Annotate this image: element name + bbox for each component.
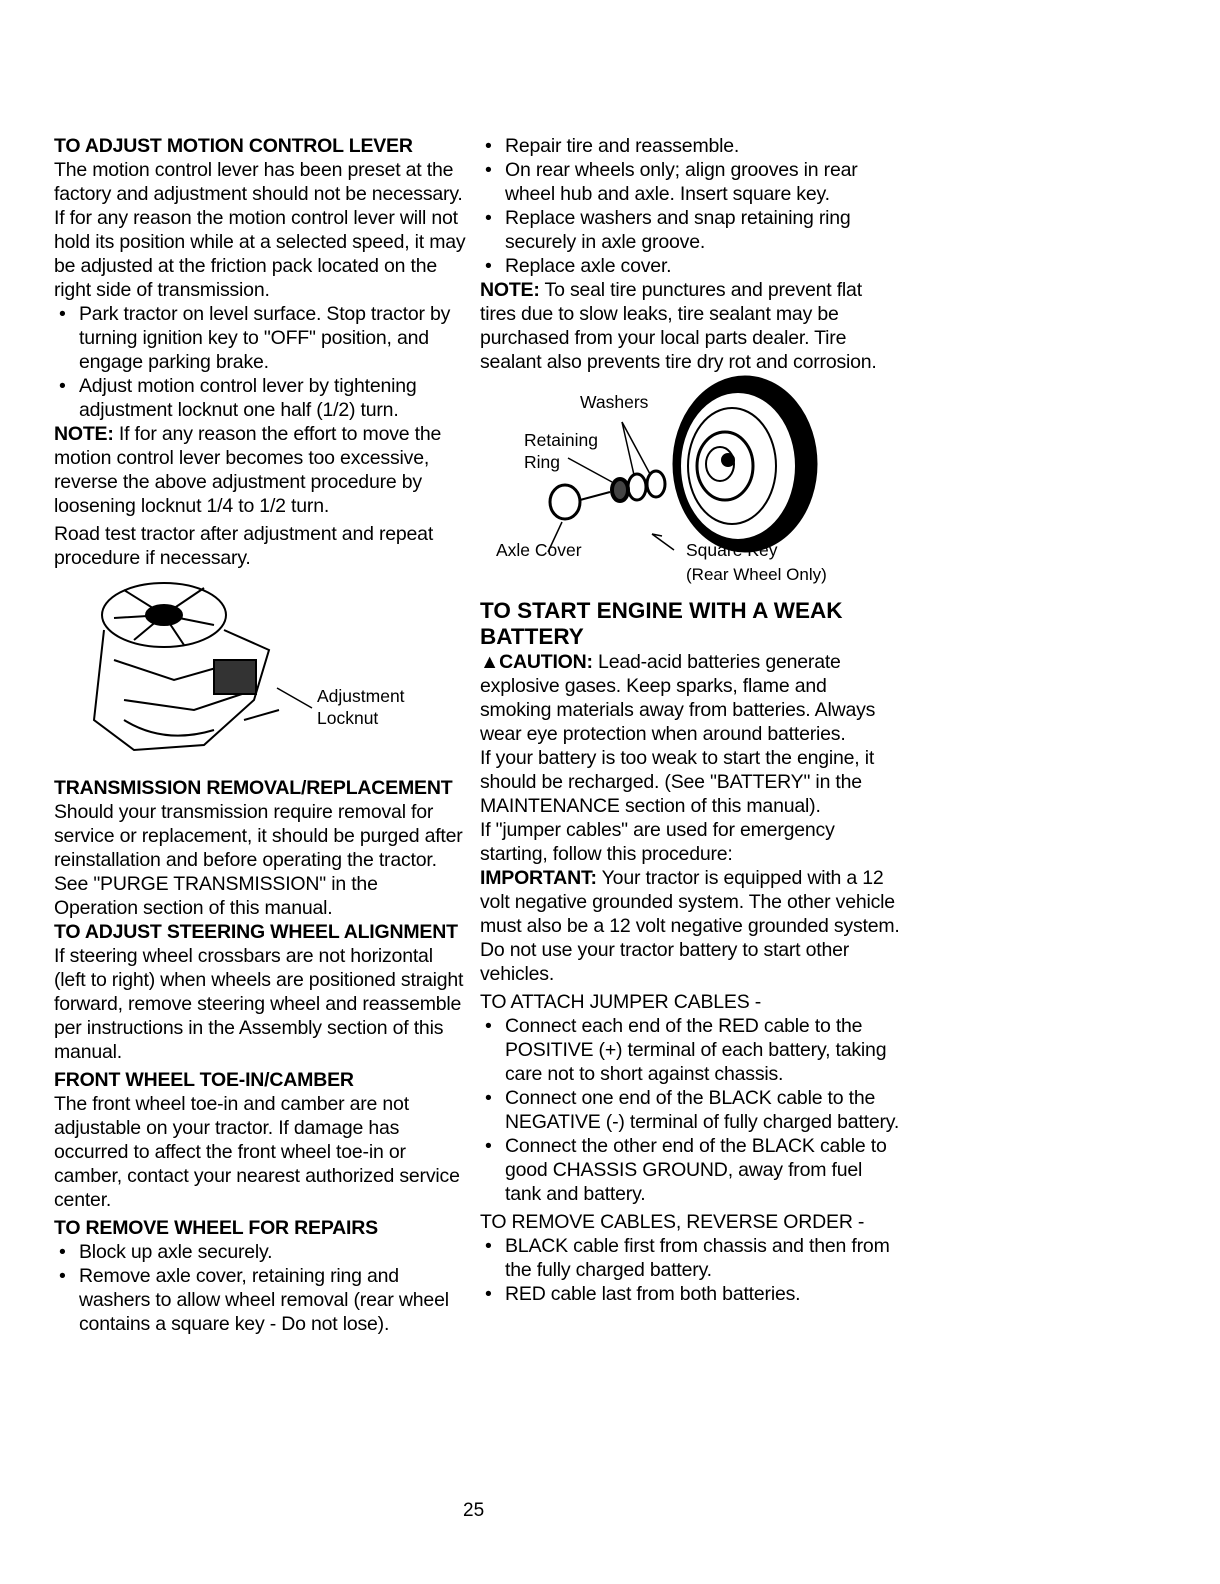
- leader-line: [262, 680, 322, 720]
- list-item: • Repair tire and reassemble.: [480, 134, 900, 158]
- list-item: • Block up axle securely.: [54, 1240, 466, 1264]
- wheel-figure: [480, 374, 900, 592]
- motion-control-intro: The motion control lever has been preset at the factory and adjustment should not be necessary.: [54, 159, 463, 205]
- motion-control-heading: TO ADJUST MOTION CONTROL LEVER: [54, 135, 413, 157]
- transmission-text: Should your transmission require removal for service or replacement, it should be purged after reinstallation and before operating the tractor. See "PURGE TRANSMISSION" in the Operation section of this manual.: [54, 801, 463, 919]
- label-rear-wheel-only: (Rear Wheel Only): [686, 565, 827, 584]
- list-item: • On rear wheels only; align grooves in rear wheel hub and axle. Insert square key.: [480, 158, 900, 206]
- motion-control-steps: [54, 302, 466, 422]
- important-label: IMPORTANT:: [480, 867, 597, 889]
- label-retaining: Retaining: [524, 430, 598, 450]
- page-number: 25: [463, 1500, 485, 1521]
- toe-in-text: The front wheel toe-in and camber are not adjustable on your tractor. If damage has occurred to affect the front wheel toe-in or camber, contact your nearest authorized service center.: [54, 1093, 460, 1211]
- note-text: To seal tire punctures and prevent flat tires due to slow leaks, tire sealant may be purchased from your local parts dealer. Tire sealant also prevents tire dry rot and corrosion.: [480, 279, 877, 373]
- right-column: [480, 134, 900, 1306]
- label-square-key: Square Key: [686, 540, 778, 560]
- steering-heading: TO ADJUST STEERING WHEEL ALIGNMENT: [54, 921, 458, 943]
- label-washers: Washers: [580, 392, 649, 412]
- motion-control-figure: [54, 570, 466, 770]
- important-body: Your tractor is equipped with a 12 volt negative grounded system. The other vehicle must also be a 12 volt negative grounded system. Do not use your tractor battery to start other vehicles.: [480, 867, 900, 985]
- steering-text: If steering wheel crossbars are not horizontal (left to right) when wheels are positioned straight forward, remove steering wheel and reassemble per instructions in the Assembly section of this manual.: [54, 945, 464, 1063]
- remove-wheel-steps: [54, 1240, 466, 1336]
- label-ring: Ring: [524, 452, 560, 472]
- recharge-text: If your battery is too weak to start the engine, it should be recharged. (See "BATTERY" in the MAINTENANCE section of this manual).: [480, 747, 875, 817]
- list-item: • BLACK cable first from chassis and then from the fully charged battery.: [480, 1234, 900, 1282]
- list-item: • Connect one end of the BLACK cable to the NEGATIVE (-) terminal of fully charged battery.: [480, 1086, 900, 1134]
- sealant-note: [480, 278, 900, 374]
- remove-cables-heading: TO REMOVE CABLES, REVERSE ORDER -: [480, 1211, 865, 1233]
- list-item: • Replace axle cover.: [480, 254, 900, 278]
- list-item: • Remove axle cover, retaining ring and washers to allow wheel removal (rear wheel contains a square key - Do not lose).: [54, 1264, 466, 1336]
- caution-body: Lead-acid batteries generate explosive gases. Keep sparks, flame and smoking materials away from batteries. Always wear eye protection when around batteries.: [480, 651, 876, 745]
- caution-text: [480, 650, 900, 746]
- list-item: • Park tractor on level surface. Stop tractor by turning ignition key to "OFF" position, and engage parking brake.: [54, 302, 466, 374]
- list-item: • Replace washers and snap retaining ring securely in axle groove.: [480, 206, 900, 254]
- remove-wheel-heading: TO REMOVE WHEEL FOR REPAIRS: [54, 1217, 378, 1239]
- road-test-text: Road test tractor after adjustment and repeat procedure if necessary.: [54, 523, 434, 569]
- remove-cables-steps: [480, 1234, 900, 1306]
- list-item: • Connect the other end of the BLACK cable to good CHASSIS GROUND, away from fuel tank and battery.: [480, 1134, 900, 1206]
- transmission-illustration: [54, 570, 294, 770]
- toe-in-heading: FRONT WHEEL TOE-IN/CAMBER: [54, 1069, 354, 1091]
- important-text: [480, 866, 900, 986]
- left-column: [54, 134, 466, 1336]
- attach-cables-heading: TO ATTACH JUMPER CABLES -: [480, 991, 762, 1013]
- note-label: NOTE:: [54, 423, 114, 445]
- list-item: • Connect each end of the RED cable to the POSITIVE (+) terminal of each battery, taking care not to short against chassis.: [480, 1014, 900, 1086]
- transmission-heading: TRANSMISSION REMOVAL/REPLACEMENT: [54, 777, 453, 799]
- note-text: If for any reason the effort to move the motion control lever becomes too excessive, reverse the above adjustment procedure by loosening locknut 1/4 to 1/2 turn.: [54, 423, 442, 517]
- weak-battery-heading: TO START ENGINE WITH A WEAK BATTERY: [480, 598, 843, 649]
- list-item: • RED cable last from both batteries.: [480, 1282, 900, 1306]
- list-item: • Adjust motion control lever by tightening adjustment locknut one half (1/2) turn.: [54, 374, 466, 422]
- motion-control-note: [54, 422, 466, 518]
- note-label: NOTE:: [480, 279, 540, 301]
- caution-label: ▲CAUTION:: [480, 651, 593, 673]
- repair-steps: [480, 134, 900, 278]
- attach-cables-steps: [480, 1014, 900, 1206]
- label-axle-cover: Axle Cover: [496, 540, 582, 560]
- jumper-intro: If "jumper cables" are used for emergency starting, follow this procedure:: [480, 819, 835, 865]
- motion-control-reason: If for any reason the motion control lever will not hold its position while at a selected speed, it may be adjusted at the friction pack located on the right side of transmission.: [54, 207, 466, 301]
- figure-label-locknut: Locknut: [317, 708, 379, 728]
- figure-label-adjustment: Adjustment: [317, 686, 405, 706]
